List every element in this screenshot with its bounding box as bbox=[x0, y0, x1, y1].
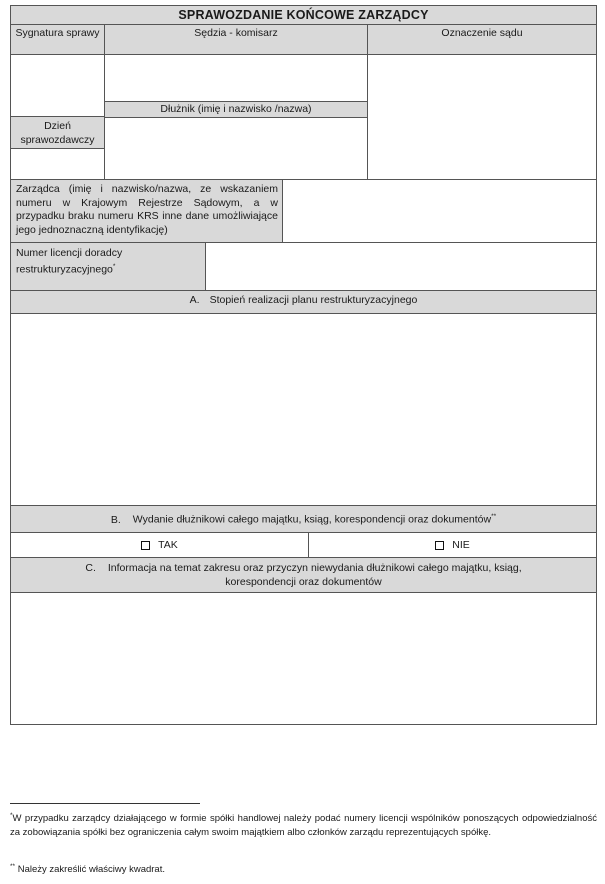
section-c-header bbox=[10, 557, 597, 593]
administrator-label: Zarządca (imię i nazwisko/nazwa, ze wskazaniem numeru w Krajowym Rejestrze Sądowym, a w przypadku braku numeru KRS inne dane umożliwiające jego jednoznaczną identyfikację) bbox=[16, 183, 278, 236]
section-c-title-line2: korespondencji oraz dokumentów bbox=[225, 576, 382, 588]
license-header bbox=[10, 242, 206, 291]
footnote-1 bbox=[10, 809, 597, 839]
section-c-title-line1-row bbox=[11, 561, 596, 575]
reporting-day-label: Dzień sprawozdawczy bbox=[20, 120, 95, 146]
form-title: SPRAWOZDANIE KOŃCOWE ZARZĄDCY bbox=[178, 8, 429, 22]
court-designation-field[interactable] bbox=[367, 54, 597, 180]
reporting-day-header bbox=[10, 116, 105, 149]
option-no-label: NIE bbox=[452, 539, 470, 551]
section-b-letter: B. bbox=[110, 513, 121, 526]
judge-commissioner-header bbox=[104, 24, 368, 55]
judge-commissioner-field[interactable] bbox=[104, 54, 368, 102]
footnote-1-marker: * bbox=[10, 812, 13, 819]
section-c-title-line1: Informacja na temat zakresu oraz przyczyn niewydania dłużnikowi całego majątku, ksiąg, bbox=[107, 562, 522, 574]
section-a-field[interactable] bbox=[10, 313, 597, 506]
section-a-letter: A. bbox=[189, 294, 200, 306]
case-signature-label: Sygnatura sprawy bbox=[15, 27, 100, 39]
section-c-letter: C. bbox=[85, 562, 96, 574]
court-designation-label: Oznaczenie sądu bbox=[441, 27, 523, 39]
checkbox-yes-icon[interactable] bbox=[141, 541, 150, 550]
section-c-field[interactable] bbox=[10, 592, 597, 725]
footnote-2-marker: ** bbox=[10, 863, 16, 870]
license-field[interactable] bbox=[205, 242, 597, 291]
footnote-2-text: Należy zakreślić właściwy kwadrat. bbox=[17, 864, 165, 876]
section-a-title: Stopień realizacji planu restrukturyzacyjnego bbox=[209, 294, 418, 306]
case-signature-field[interactable] bbox=[10, 54, 105, 117]
administrator-header bbox=[10, 179, 283, 243]
court-designation-header bbox=[367, 24, 597, 55]
license-label: Numer licencji doradcy restrukturyzacyjnego bbox=[16, 247, 123, 276]
section-b-title: Wydanie dłużnikowi całego majątku, ksiąg, korespondencji oraz dokumentów bbox=[132, 513, 492, 526]
debtor-field[interactable] bbox=[104, 117, 368, 180]
form-title-box bbox=[10, 5, 597, 25]
debtor-label: Dłużnik (imię i nazwisko /nazwa) bbox=[160, 103, 312, 115]
section-b-footnote-marker: ** bbox=[491, 513, 497, 520]
section-b-header bbox=[10, 505, 597, 533]
footnote-1-text: W przypadku zarządcy działającego w formie spółki handlowej należy podać numery licencji wspólników ponoszących odpowiedzialność za zobowiązania spółki bez ograniczenia całym swoim majątkiem albo członków zarządu reprezentujących spółkę. bbox=[10, 813, 597, 838]
option-no-cell[interactable] bbox=[308, 532, 597, 558]
debtor-header bbox=[104, 101, 368, 118]
license-footnote-marker: * bbox=[112, 263, 116, 270]
option-yes-label: TAK bbox=[158, 539, 178, 551]
footnote-2 bbox=[10, 860, 597, 877]
option-yes-cell[interactable] bbox=[10, 532, 309, 558]
reporting-day-field[interactable] bbox=[10, 148, 105, 180]
judge-commissioner-label: Sędzia - komisarz bbox=[194, 27, 278, 39]
checkbox-no-icon[interactable] bbox=[435, 541, 444, 550]
administrator-field[interactable] bbox=[282, 179, 597, 243]
footnote-separator bbox=[10, 803, 200, 804]
section-a-header bbox=[10, 290, 597, 314]
case-signature-header bbox=[10, 24, 105, 55]
